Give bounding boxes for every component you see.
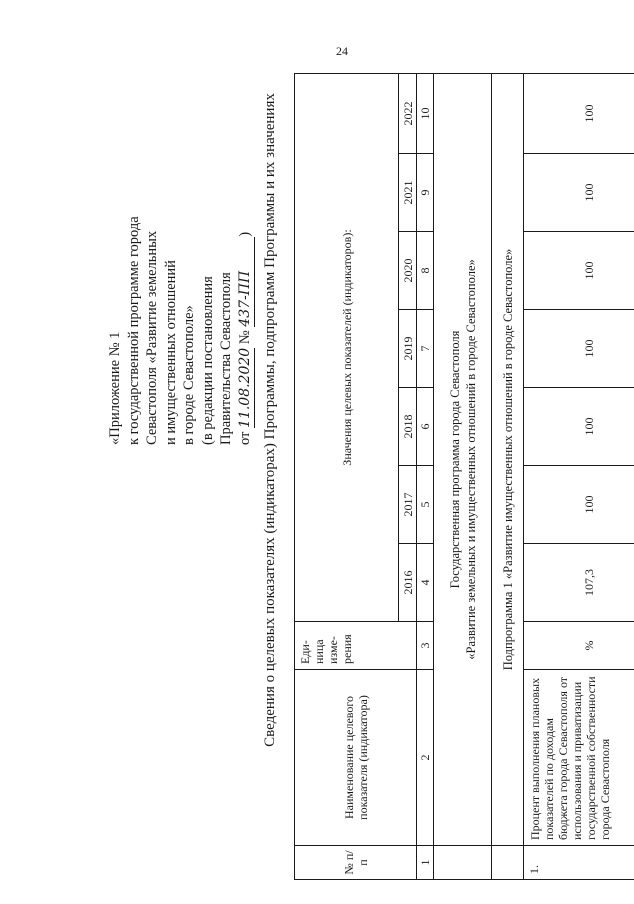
col-number: 9 <box>417 154 434 232</box>
row-value: 100 <box>524 310 634 388</box>
program-row-empty <box>434 846 492 880</box>
header-year: 2022 <box>399 73 417 153</box>
appendix-line: к государственной программе города <box>125 216 142 445</box>
col-number: 1 <box>417 846 434 880</box>
row-value: 100 <box>524 73 634 153</box>
appendix-line: Севастополя «Развитие земельных <box>144 230 160 445</box>
col-number: 3 <box>417 622 434 670</box>
col-number: 8 <box>417 232 434 310</box>
from-label: от <box>236 431 253 445</box>
handwritten-number: 437-ПП <box>236 237 256 327</box>
subprogram-row-empty <box>492 846 524 880</box>
document-title: Сведения о целевых показателях (индикаторах) Программы, подпрограмм Программы и их значениях <box>262 93 278 747</box>
header-year: 2019 <box>399 310 417 388</box>
row-num: 1. <box>524 846 634 880</box>
header-values-group: Значения целевых показателей (индикаторов): <box>295 73 399 621</box>
subprogram-row: Подпрограмма 1 «Развитие имущественных отношений в городе Севастополе» <box>492 73 524 845</box>
header-year: 2017 <box>399 466 417 544</box>
program-row <box>434 73 492 845</box>
row-name: Процент выполнения плановых показателей по доходам бюджета города Севастополя от использования и приватизации государственной собственности города Севастополя <box>524 670 634 846</box>
indicators-table <box>294 73 634 880</box>
row-value: 100 <box>524 232 634 310</box>
header-year: 2018 <box>399 388 417 466</box>
header-year: 2016 <box>399 544 417 622</box>
col-number: 6 <box>417 388 434 466</box>
handwritten-date: 11.08.2020 <box>236 348 256 428</box>
appendix-line: Правительства Севастополя <box>218 272 234 445</box>
col-number: 4 <box>417 544 434 622</box>
table-row <box>524 73 634 879</box>
page-number: 24 <box>336 44 348 58</box>
closing-paren: ) <box>236 231 253 237</box>
row-value: 100 <box>524 388 634 466</box>
row-unit: % <box>524 622 634 670</box>
appendix-signature-line <box>236 65 256 445</box>
header-num: № п/п <box>295 846 417 880</box>
row-value: 107,3 <box>524 544 634 622</box>
col-number: 10 <box>417 73 434 153</box>
program-line: «Развитие земельных и имущественных отношений в городе Севастополе» <box>463 259 478 660</box>
row-value: 100 <box>524 154 634 232</box>
header-unit: Еди-ница изме-рения <box>295 622 417 670</box>
appendix-line: в городе Севастополе» <box>181 305 197 445</box>
header-year: 2020 <box>399 232 417 310</box>
header-name: Наименование целевого показателя (индикатора) <box>295 670 417 846</box>
appendix-line: (в редакции постановления <box>199 276 216 445</box>
appendix-block <box>106 65 255 445</box>
col-number: 2 <box>417 670 434 846</box>
appendix-line: «Приложение № 1 <box>107 331 123 445</box>
col-number: 7 <box>417 310 434 388</box>
appendix-line: и имущественных отношений <box>162 260 179 445</box>
program-line: Государственная программа города Севастополя <box>447 330 462 589</box>
col-number: 5 <box>417 466 434 544</box>
number-label: № <box>236 330 253 345</box>
header-year: 2021 <box>399 154 417 232</box>
row-value: 100 <box>524 466 634 544</box>
